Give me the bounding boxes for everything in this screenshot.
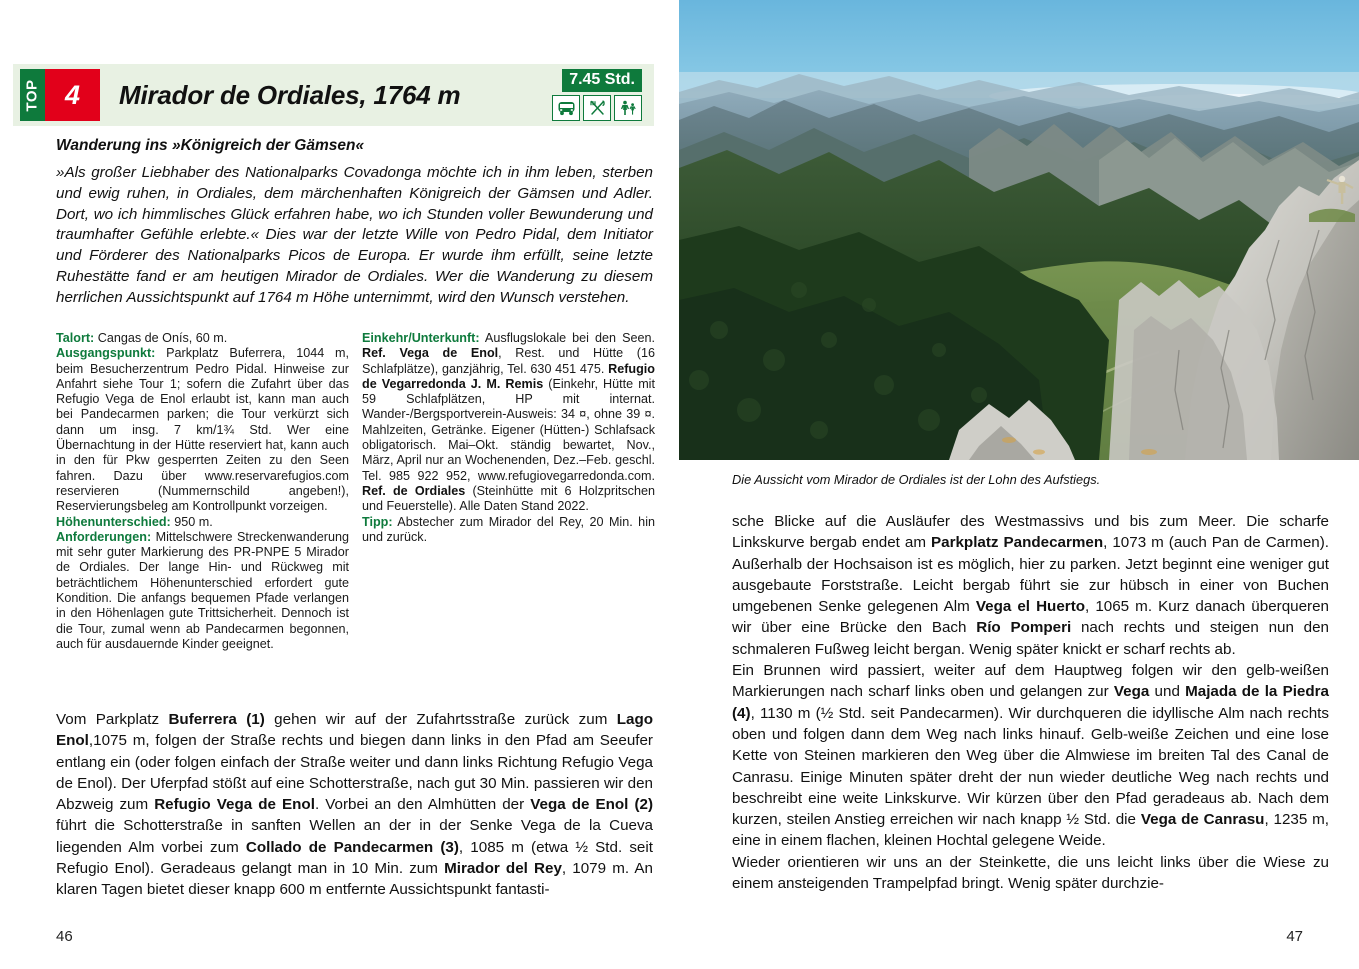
text-einkehr-hut-3: Ref. de Ordiales: [362, 483, 466, 498]
intro-paragraph: »Als großer Liebhaber des Nationalparks Covadonga möchte ich in ihm leben, sterben und ewig ruhen, in Ordiales, dem märchenhaften Königreich der Gämsen und Adler. Dort, wo ich himmlisches Glück erfahren habe, wo ich Stunden voller Bewunderung und traumhafter Gefühle erlebte.« Dies war der letzte Wille von Pedro Pidal, dem Initiator und Förderer des Nationalparks Picos de Europa. Er wurde ihm erfüllt, seine letzte Ruhestätte fand er am heutigen Mirador de Ordiales. Wer die Wanderung zu diesem herrlichen Aussichtspunkt auf 1764 m Höhe unternimmt, wird den Wunsch verstehen.: [56, 164, 653, 306]
waypoint-parkplatz-pandecarmen: Parkplatz Pandecarmen: [931, 534, 1104, 552]
duration-block: [552, 69, 642, 121]
tour-number-badge: [45, 69, 100, 121]
info-box: [56, 331, 656, 691]
rp1-text-4: nach rechts und steigen nun den schmaleren Fußweg leicht bergan. Wenig später knickt er scharf rechts ab.: [732, 619, 1329, 658]
rp2-text-1: Ein Brunnen wird passiert, weiter auf dem Hauptweg folgen wir den gelb-weißen Markierungen nach scharf links oben und gelangen zur: [732, 662, 1329, 701]
page-title: Mirador de Ordiales, 1764 m: [119, 79, 461, 110]
waypoint-majada-de-la-piedra: Majada de la Piedra (4): [732, 683, 1330, 722]
right-page: [679, 0, 1359, 969]
photo-caption: Die Aussicht vom Mirador de Ordiales ist der Lohn des Aufstiegs.: [732, 472, 1101, 487]
left-page: [0, 0, 679, 969]
rp2-text-3: , 1130 m (½ Std. seit Pandecarmen). Wir durchqueren die idyllische Alm nach rechts oben und folgen dann dem Weg nach links hinauf. Gelb-weiße Zeichen und eine lose Kette von Steinen markieren den Weg über die Almwiese im breiten Tal des Canal de Canrasu. Einige Minuten später dreht der nun wieder deutliche Weg nach rechts und beschreibt eine weite Linkskurve. Wir kürzen über den Pfad geradeaus ab. Nach dem kurzen, steilen Anstieg erreichen wir nach knapp ½ Std. die: [732, 704, 1329, 829]
text-einkehr-4: (Steinhütte mit 6 Holzpritschen und Feuerstelle). Alle Daten Stand 2022.: [362, 483, 655, 514]
route-text-4: . Vorbei an den Almhütten der: [314, 796, 531, 814]
waypoint-buferrera: Buferrera (1): [168, 711, 265, 728]
subheading: Wanderung ins »Königreich der Gämsen«: [56, 137, 365, 154]
duration-badge: 7.45 Std.: [562, 69, 642, 92]
info-column-left: [56, 331, 349, 691]
text-tipp: Abstecher zum Mirador del Rey, 20 Min. hin und zurück.: [362, 514, 655, 544]
text-talort: Cangas de Onís, 60 m.: [94, 331, 228, 345]
rp3-text-1: Wieder orientieren wir uns an der Steinkette, die uns leicht links über die Wiese zu einem ansteigenden Trampelpfad bringt. Wenig später durchzie-: [732, 853, 1329, 893]
rp1-text-2: , 1073 m (auch Pan de Carmen). Außerhalb der Hochsaison ist es möglich, hier zu parken. Jetzt beginnt eine weniger gut ausgebaute Forststraße. Leicht bergab führt sie zur hübsch in einer von Buchen umgebenen Senke gelegenen Alm: [732, 534, 1329, 616]
waypoint-vega-de-canrasu: Vega de Canrasu: [1140, 811, 1265, 829]
waypoint-rio-pomperi: Río Pomperi: [976, 619, 1072, 637]
mountain-panorama-photo: [679, 0, 1359, 460]
family-friendly-icon: [614, 95, 642, 121]
route-description-left: [56, 709, 653, 901]
text-einkehr-hut-2: Refugio de Vegarredonda J. M. Remis: [362, 361, 655, 391]
waypoint-vega-el-huerto: Vega el Huerto: [975, 598, 1086, 616]
top-badge-label: TOP: [24, 78, 42, 112]
text-einkehr-2: , Rest. und Hütte (16 Schlafplätze), ganzjährig, Tel. 630 451 475.: [362, 346, 655, 376]
waypoint-mirador-del-rey: Mirador del Rey: [444, 860, 562, 878]
restaurant-icon: [583, 95, 611, 121]
route-text-1: Vom Parkplatz: [56, 711, 169, 728]
label-einkehr: Einkehr/Unterkunft:: [362, 331, 480, 345]
route-paragraph-1: [732, 511, 1329, 660]
page-number-left: 46: [56, 928, 73, 945]
rp1-text-3: , 1065 m. Kurz danach überqueren wir über eine Brücke den Bach: [732, 598, 1329, 637]
tour-header-bar: [13, 64, 654, 126]
route-text-2: gehen wir auf der Zufahrtsstraße zurück zum: [264, 711, 617, 728]
rp1-text-1: sche Blicke auf die Ausläufer des Westmassivs und bis zum Meer. Die scharfe Linkskurve bergab endet am: [732, 513, 1329, 552]
top-badge: [20, 69, 45, 121]
route-description-right: [732, 511, 1329, 894]
waypoint-refugio-vega-de-enol: Refugio Vega de Enol: [154, 796, 315, 814]
route-text-5: führt die Schotterstraße in sanften Wellen an der in der Senke Vega de la Cueva liegenden Alm vorbei zum: [56, 817, 653, 856]
waypoint-collado-de-pandecarmen: Collado de Pandecarmen (3): [245, 838, 459, 856]
waypoint-vega: Vega: [1113, 683, 1150, 701]
waypoint-vega-de-enol: Vega de Enol (2): [530, 796, 653, 814]
route-text-6: , 1085 m (etwa ½ Std. seit Refugio Enol). Geradeaus gelangt man in 10 Min. zum: [56, 838, 653, 878]
page-number-right: 47: [1286, 928, 1303, 945]
text-einkehr-hut-1: Ref. Vega de Enol: [362, 346, 499, 361]
waypoint-lago-enol: Lago Enol: [56, 711, 654, 750]
text-ausgangspunkt: Parkplatz Buferrera, 1044 m, beim Besucherzentrum Pedro Pidal. Hinweise zur Anfahrt siehe Tour 1; sofern die Zufahrt über das Refugio Vega de Enol erlaubt ist, kann man auch bei Pandecarmen parken; die Tour verkürzt sich dann um insg. 7 km/1¾ Std. Wer eine Übernachtung in der Hütte reserviert hat, kann auch in den für Pkw gesperrten Zeiten zu den Seen fahren. Dazu über www.reservarefugios.com reservieren (Nummernschild angeben!), Reservierungsbeleg am Kontrollpunkt vorzeigen.: [56, 346, 349, 514]
text-hoehenunterschied: 950 m.: [170, 514, 213, 529]
rp2-text-2: und: [1149, 683, 1186, 701]
text-einkehr-1: Ausflugslokale bei den Seen.: [479, 331, 655, 345]
label-anforderungen: Anforderungen:: [56, 529, 152, 544]
route-paragraph-3: [732, 852, 1329, 895]
label-tipp: Tipp:: [362, 514, 393, 529]
tour-number-label: 4: [64, 79, 81, 110]
label-ausgangspunkt: Ausgangspunkt:: [56, 346, 156, 361]
text-einkehr-3: (Einkehr, Hütte mit 59 Schlafplätzen, HP mit internat. Wander-/Bergsportverein-Ausweis: 34 ¤, ohne 39 ¤. Mahlzeiten, Getränke. Eigener (Hütten-) Schlafsack obligatorisch. Mai–Okt. ständig bewartet, Nov., März, April nur an Wochenenden, Dez.–Feb. geschl. Tel. 985 922 952, www.refugiovegarredonda.com.: [362, 376, 655, 483]
label-hoehenunterschied: Höhenunterschied:: [56, 514, 171, 529]
info-column-right: [362, 331, 655, 691]
facility-icon-row: [552, 95, 642, 121]
route-text-7: , 1079 m. An klaren Tagen bietet dieser knapp 600 m entfernte Aussichtspunkt fantasti-: [56, 860, 653, 899]
route-text-3: ,1075 m, folgen der Straße rechts und biegen dann links in den Pfad am Seeufer entlang ein (oder folgen einfach der Straße weiter und dann links Richtung Refugio Vega de Enol). Der Uferpfad stößt auf eine Schotterstraße, nach gut 30 Min. passieren wir den Abzweig zum: [56, 732, 653, 814]
rp2-text-4: , 1235 m, eine in einem flachen, kleinen Hochtal gelegene Weide.: [732, 811, 1329, 850]
bus-icon: [552, 95, 580, 121]
route-paragraph-2: [732, 660, 1329, 852]
text-anforderungen: Mittelschwere Streckenwanderung mit sehr guter Markierung des PR-PNPE 5 Mirador de Ordiales. Der lange Hin- und Rückweg mit beträchtlichem Höhenunterschied erfordert gute Kondition. Die anfangs bequemen Pfade verlangen in den Höhenlagen gute Trittsicherheit. Dennoch ist die Tour, zumal wenn ab Pandecarmen begonnen, auch für ausdauernde Kinder geeignet.: [56, 529, 349, 651]
label-talort: Talort:: [56, 331, 95, 345]
